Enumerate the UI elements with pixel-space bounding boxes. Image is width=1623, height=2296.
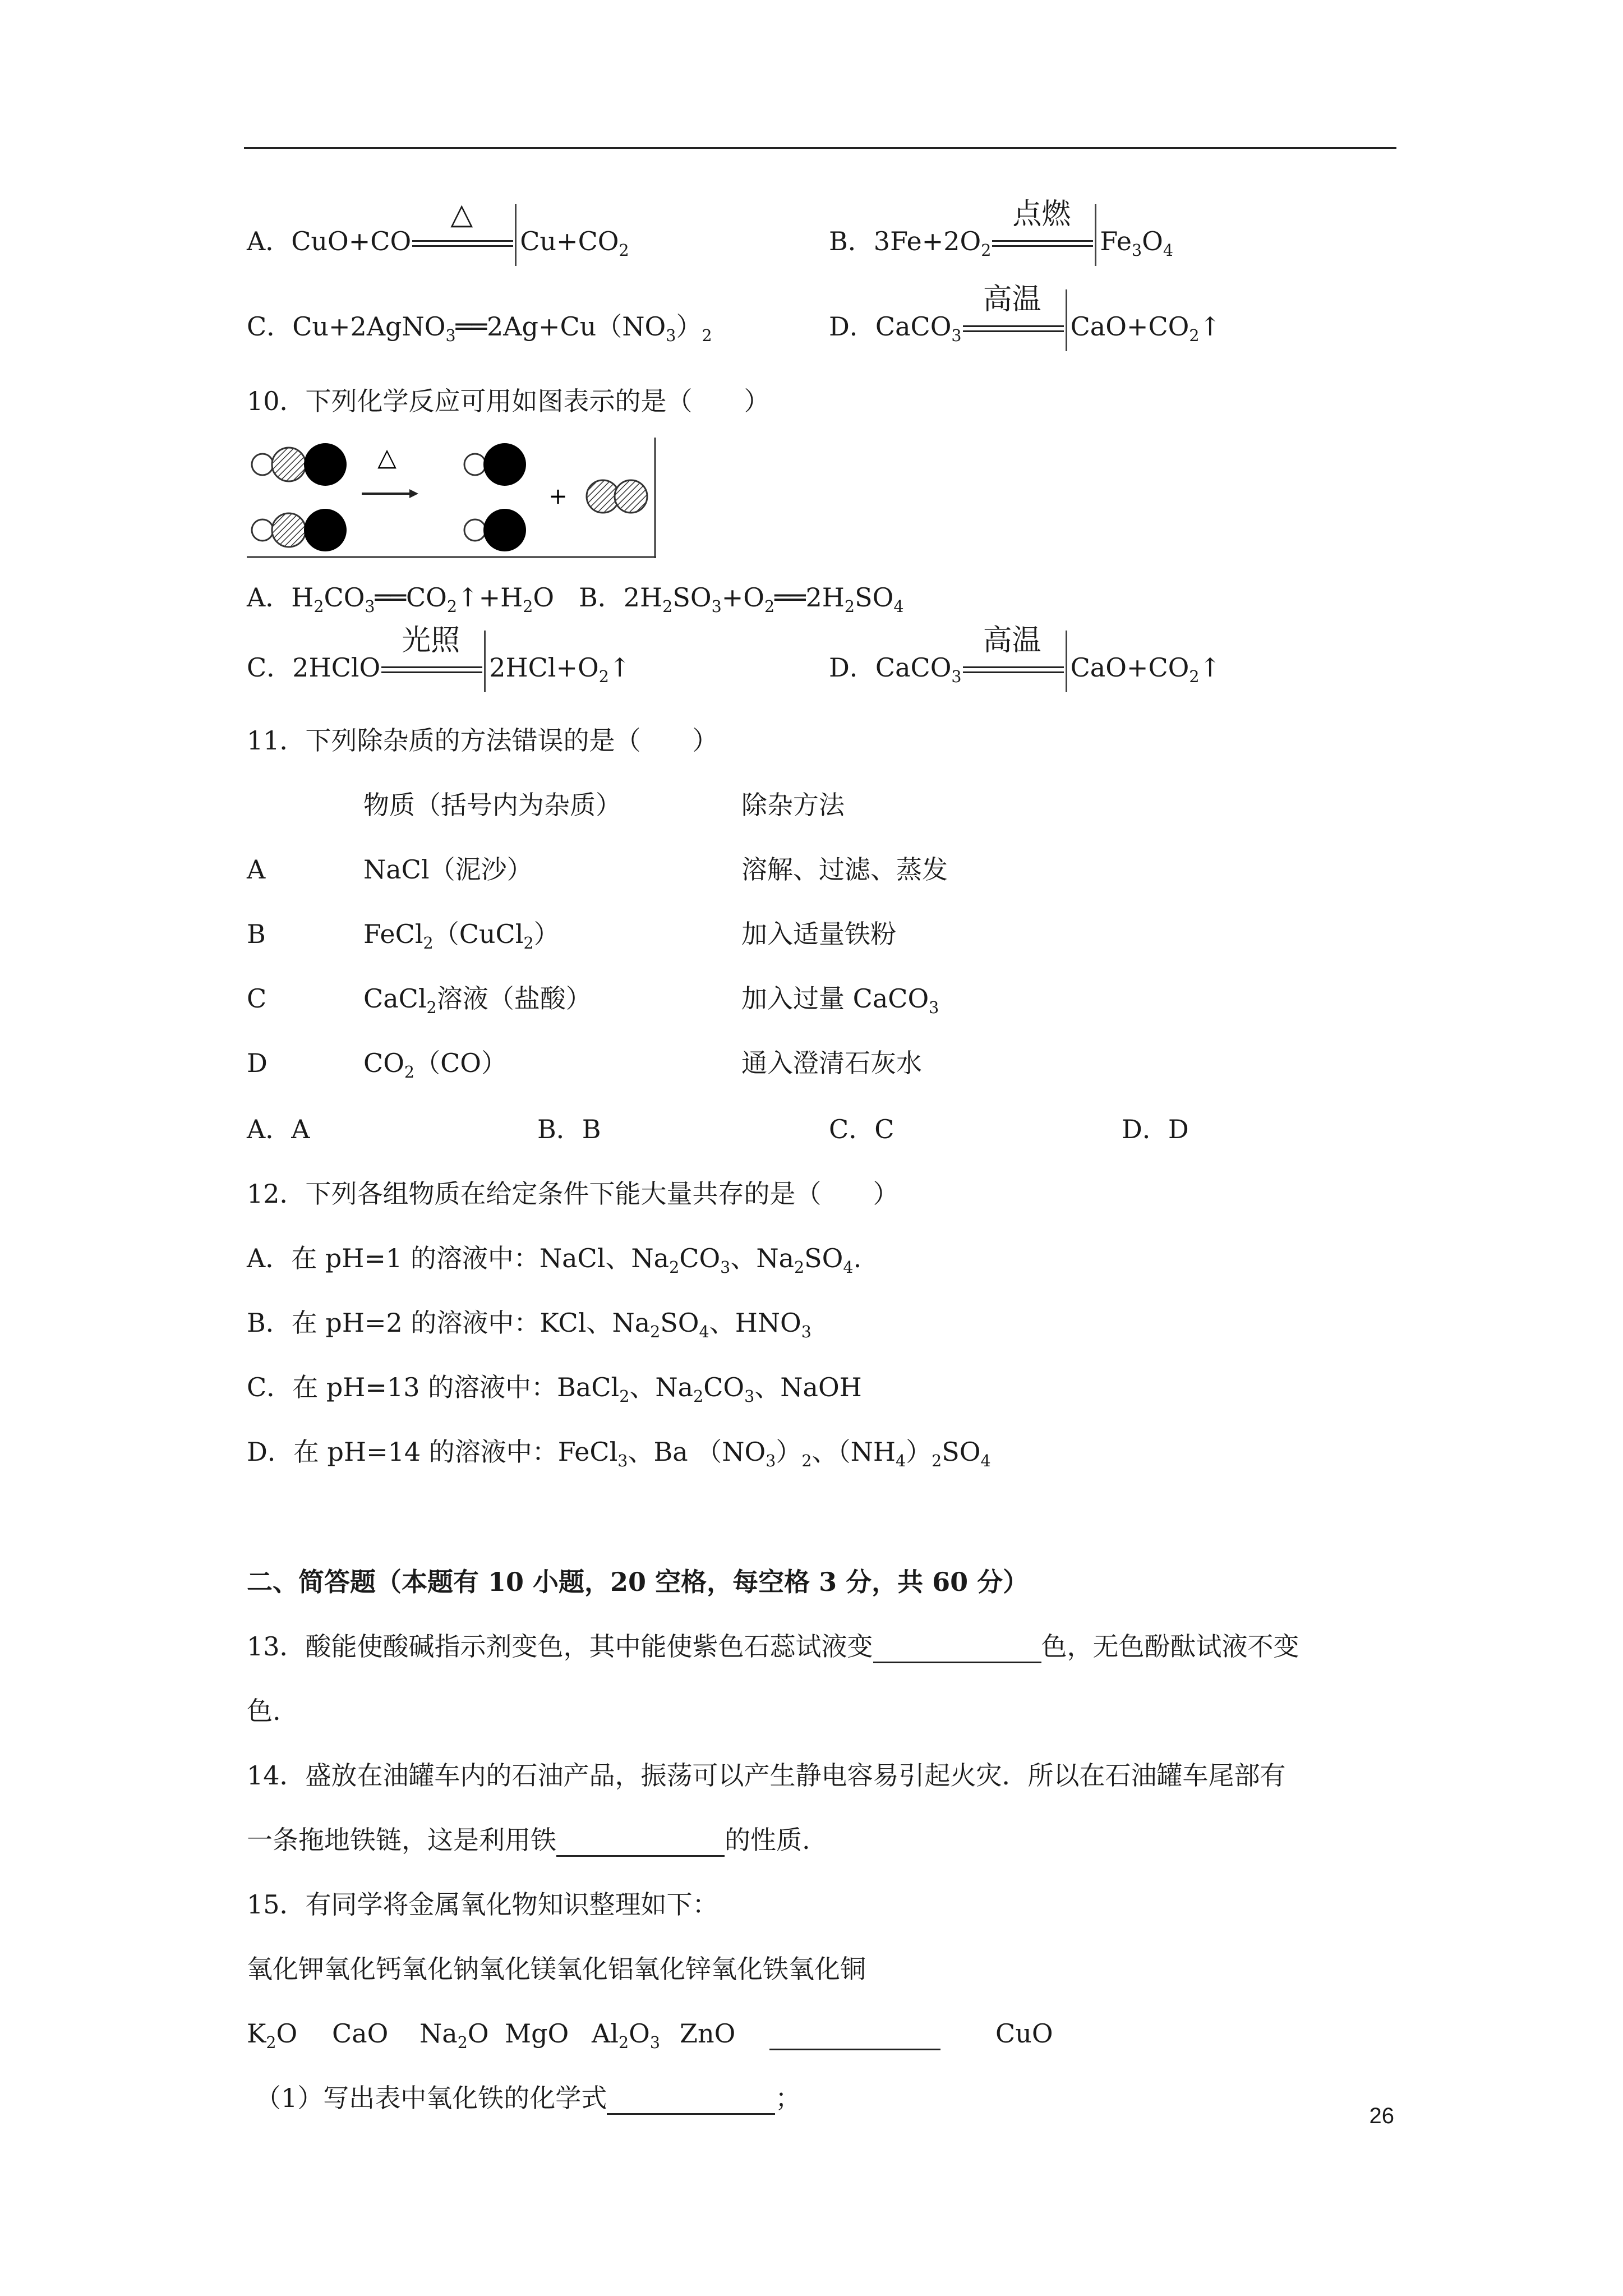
q15-subquestion-1: （1）写出表中氧化铁的化学式 ； xyxy=(255,2081,801,2115)
q14-line1: 14．盛放在油罐车内的石油产品，振荡可以产生静电容易引起火灾．所以在石油罐车尾部有 xyxy=(247,1760,1286,1791)
q10-stem: 10．下列化学反应可用如图表示的是（ ） xyxy=(247,386,770,416)
q11-row-method: 加入适量铁粉 xyxy=(741,919,896,949)
q9-a-left: A．CuO+CO xyxy=(247,226,412,256)
formula-mgo: MgO xyxy=(505,2018,569,2049)
diagram-plus: + xyxy=(548,484,568,509)
q10-option-d: D．CaCO$_3$ 高温 $CaO+CO_2↑$ xyxy=(829,651,1221,687)
formula-k2o: $K_2O$ xyxy=(247,2018,298,2052)
q11-row-substance: CaCl$_2$溶液（盐酸） xyxy=(363,983,592,1017)
arrow-icon xyxy=(409,489,418,498)
q11-row-method: 溶解、过滤、蒸发 xyxy=(741,854,948,885)
q9-option-b: B．$3Fe+2O_2$ 点燃 $Fe_3O_4$ xyxy=(829,224,1173,260)
q10-option-a-b: A．$H_2CO_3══CO_2↑+H_2O$ B．$2H_2SO_3+O_2══2H_2SO_4$ xyxy=(247,582,904,616)
reaction-condition xyxy=(992,197,1099,260)
condition-label: △ xyxy=(450,197,473,231)
answer-blank[interactable] xyxy=(873,1634,1041,1663)
section-title: 二、简答题（本题有 10 小题，20 空格，每空格 3 分，共 60 分） xyxy=(247,1567,1029,1597)
condition-label: 点燃 xyxy=(1012,197,1071,231)
q11-header-substance: 物质（括号内为杂质） xyxy=(363,790,621,820)
formula-cuo: CuO xyxy=(995,2018,1053,2049)
q11-answer-b: B．B xyxy=(537,1114,601,1144)
q13-line2: 色. xyxy=(247,1696,281,1726)
reactant-molecule xyxy=(252,443,347,486)
q10-option-c: C．2HClO 光照 $2HCl+O_2↑$ xyxy=(247,651,630,687)
q12-stem: 12．下列各组物质在给定条件下能大量共存的是（ ） xyxy=(247,1179,899,1209)
q12-option-c: C．在 pH=13 的溶液中：BaCl$_2$、$Na_2CO_3$、NaOH xyxy=(247,1372,862,1406)
q13-line1: 13．酸能使酸碱指示剂变色，其中能使紫色石蕊试液变 色，无色酚酞试液不变 xyxy=(247,1630,1299,1663)
page-number: 26 xyxy=(1369,2104,1394,2128)
q15-stem: 15．有同学将金属氧化物知识整理如下： xyxy=(247,1889,718,1920)
formula-al2o3: $Al_2O_3$ xyxy=(592,2018,660,2052)
q11-answer-a: A．A xyxy=(247,1114,310,1144)
reaction-condition: 光照 xyxy=(381,653,488,687)
q11-header-method: 除杂方法 xyxy=(741,790,845,820)
q11-stem: 11．下列除杂质的方法错误的是（ ） xyxy=(247,725,718,756)
product-molecule xyxy=(464,443,526,486)
reactant-molecule xyxy=(252,509,347,551)
answer-blank[interactable] xyxy=(556,1827,725,1857)
q11-row-key: B xyxy=(247,919,266,949)
q11-row-method: 通入澄清石灰水 xyxy=(741,1048,922,1078)
q11-row-method: 加入过量 CaCO$_3$ xyxy=(741,983,939,1017)
q11-row-substance: NaCl（泥沙） xyxy=(363,854,533,885)
q12-option-b: B．在 pH=2 的溶液中：KCl、$Na_2SO_4$、$HNO_3$ xyxy=(247,1308,811,1341)
reaction-condition xyxy=(412,197,519,260)
formula-blank[interactable] xyxy=(769,2017,940,2050)
header-rule xyxy=(244,147,1396,149)
formula-na2o: $Na_2O$ xyxy=(419,2018,489,2052)
q12-option-a: A．在 pH=1 的溶液中：NaCl、$Na_2CO_3$、$Na_2SO_4$. xyxy=(247,1243,862,1277)
formula-zno: ZnO xyxy=(680,2018,736,2049)
answer-blank[interactable] xyxy=(769,2021,940,2050)
diagram-condition: △ xyxy=(377,443,396,472)
formula-cao: CaO xyxy=(332,2018,389,2049)
q12-option-d: D．在 pH=14 的溶液中：FeCl$_3$、Ba $(NO_3)_2$、$(NH_4)_2SO_4$ xyxy=(247,1437,991,1470)
reaction-condition xyxy=(963,283,1069,346)
reaction-diagram xyxy=(247,438,656,558)
condition-label: 高温 xyxy=(983,283,1041,316)
q11-answer-d: D．D xyxy=(1122,1114,1189,1144)
q14-line2: 一条拖地铁链，这是利用铁 的性质. xyxy=(247,1823,810,1857)
q9-option-c: C．$Cu+2AgNO_3══2Ag+Cu(NO_3)_2$ xyxy=(247,311,712,345)
q11-answer-c: C．C xyxy=(829,1114,895,1144)
q9-a-right: Cu+CO xyxy=(520,226,619,256)
q9-option-a: A．CuO+CO △ $Cu+CO_2$ xyxy=(247,224,629,260)
q15-oxide-names: 氧化钾氧化钙氧化钠氧化镁氧化铝氧化锌氧化铁氧化铜 xyxy=(247,1954,866,1984)
q11-row-key: D xyxy=(247,1048,268,1078)
reaction-condition: 高温 xyxy=(963,653,1069,687)
answer-blank[interactable] xyxy=(607,2085,775,2115)
product-molecule xyxy=(464,509,526,551)
q11-row-key: A xyxy=(247,854,266,885)
q9-option-d: D．CaCO$_3$ 高温 $CaO+CO_2↑$ xyxy=(829,310,1221,346)
product-molecule xyxy=(587,480,647,513)
q11-row-substance: $CO_2(CO)$ xyxy=(363,1048,507,1082)
q11-row-substance: FeCl$_2$（CuCl$_2$） xyxy=(363,919,560,953)
q11-row-key: C xyxy=(247,983,267,1014)
